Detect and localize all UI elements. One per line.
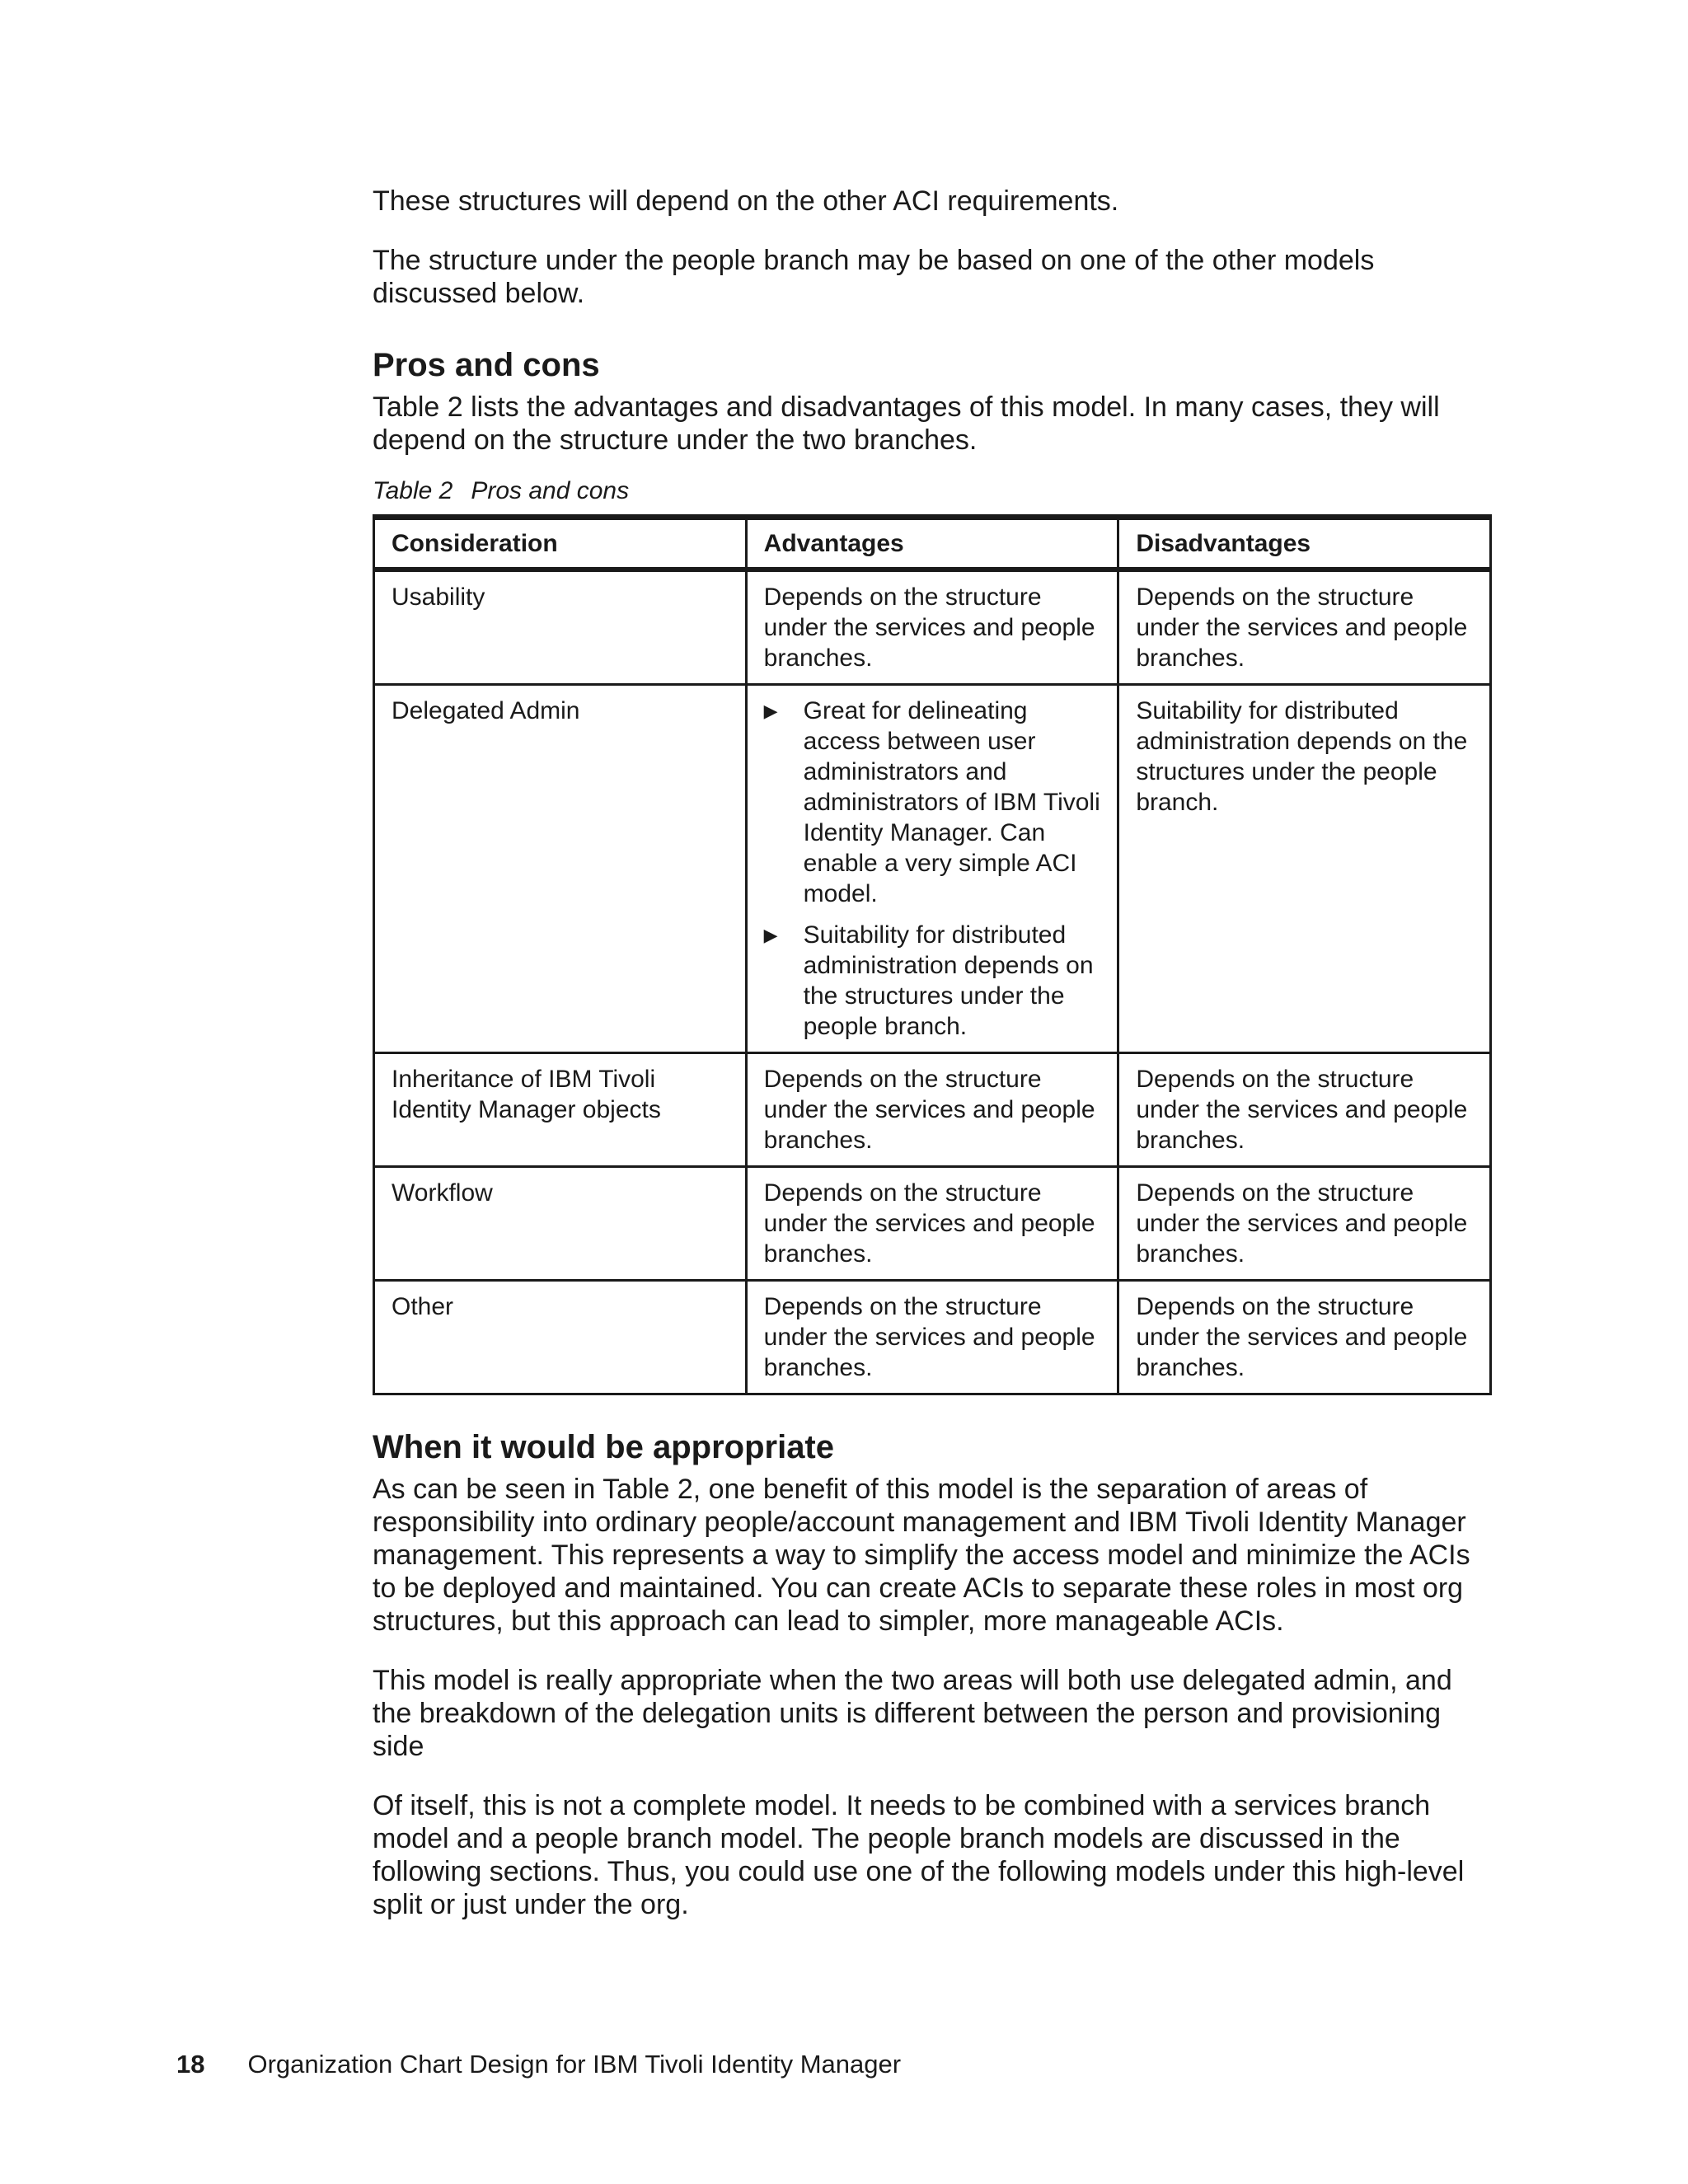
triangle-right-icon: ▶ — [763, 925, 778, 945]
bullet-text: Great for delineating access between user administrators and administrators of IBM Tivoli Identity Manager. Can enable a very simple ACI model. — [803, 697, 1100, 907]
cell-advantages: Depends on the structure under the services and people branches. — [746, 1053, 1118, 1167]
cell-disadvantages: Suitability for distributed administration depends on the structures under the people branch. — [1118, 685, 1491, 1053]
cell-disadvantages: Depends on the structure under the services and people branches. — [1118, 1167, 1491, 1281]
cell-disadvantages: Depends on the structure under the services and people branches. — [1118, 1281, 1491, 1394]
pros-cons-table — [373, 514, 1492, 1395]
table-caption-number: Table 2 — [373, 477, 453, 504]
appropriate-paragraph-2: This model is really appropriate when the two areas will both use delegated admin, and the breakdown of the delegation units is different between the person and provisioning side — [373, 1665, 1452, 1762]
cell-disadvantages: Depends on the structure under the services and people branches. — [1118, 1053, 1491, 1167]
page-footer — [176, 2049, 901, 2080]
table-caption-title: Pros and cons — [471, 477, 630, 504]
intro-paragraph-1: These structures will depend on the other ACI requirements. — [373, 185, 1119, 217]
header-disadvantages: Disadvantages — [1118, 518, 1491, 570]
header-consideration: Consideration — [374, 518, 747, 570]
appropriate-paragraph-3: Of itself, this is not a complete model. It needs to be combined with a services branch model and a people branch model. The people branch models are discussed in the following sections. Thus, you could use one of the following models under this high-level split or just under the org. — [373, 1790, 1465, 1920]
table-row — [374, 685, 1491, 1053]
table-header-row — [374, 518, 1491, 570]
cell-consideration: Other — [374, 1281, 747, 1394]
intro-paragraph-2: The structure under the people branch may be based on one of the other models discussed below. — [373, 245, 1375, 309]
appropriate-heading: When it would be appropriate — [373, 1429, 834, 1465]
header-advantages: Advantages — [746, 518, 1118, 570]
table-row — [374, 569, 1491, 685]
cell-disadvantages: Depends on the structure under the services and people branches. — [1118, 569, 1491, 685]
bullet-item — [764, 920, 1101, 1042]
bullet-text: Suitability for distributed administration depends on the structures under the people branch. — [803, 921, 1094, 1040]
cell-consideration: Usability — [374, 569, 747, 685]
book-title: Organization Chart Design for IBM Tivoli Identity Manager — [247, 2050, 902, 2079]
cell-advantages — [746, 685, 1118, 1053]
table-row — [374, 1281, 1491, 1394]
page-number: 18 — [176, 2050, 205, 2079]
pros-cons-heading: Pros and cons — [373, 347, 600, 383]
cell-advantages: Depends on the structure under the services and people branches. — [746, 1167, 1118, 1281]
table-row — [374, 1053, 1491, 1167]
pros-cons-paragraph: Table 2 lists the advantages and disadvantages of this model. In many cases, they will depend on the structure under the two branches. — [373, 391, 1440, 456]
table-caption — [373, 476, 1492, 506]
table-row — [374, 1167, 1491, 1281]
cell-consideration: Inheritance of IBM Tivoli Identity Manager objects — [374, 1053, 747, 1167]
cell-consideration: Delegated Admin — [374, 685, 747, 1053]
triangle-right-icon: ▶ — [763, 701, 778, 721]
advantages-bullet-list — [764, 696, 1101, 1042]
appropriate-paragraph-1: As can be seen in Table 2, one benefit of this model is the separation of areas of responsibility into ordinary people/account management and IBM Tivoli Identity Manager management. This represents a way to simplify the access model and minimize the ACIs to be deployed and maintained. You can create ACIs to separate these roles in most org structures, but this approach can lead to simpler, more manageable ACIs. — [373, 1474, 1470, 1637]
page-content — [373, 185, 1492, 1947]
bullet-item — [764, 696, 1101, 909]
cell-consideration: Workflow — [374, 1167, 747, 1281]
cell-advantages: Depends on the structure under the services and people branches. — [746, 1281, 1118, 1394]
cell-advantages: Depends on the structure under the services and people branches. — [746, 569, 1118, 685]
